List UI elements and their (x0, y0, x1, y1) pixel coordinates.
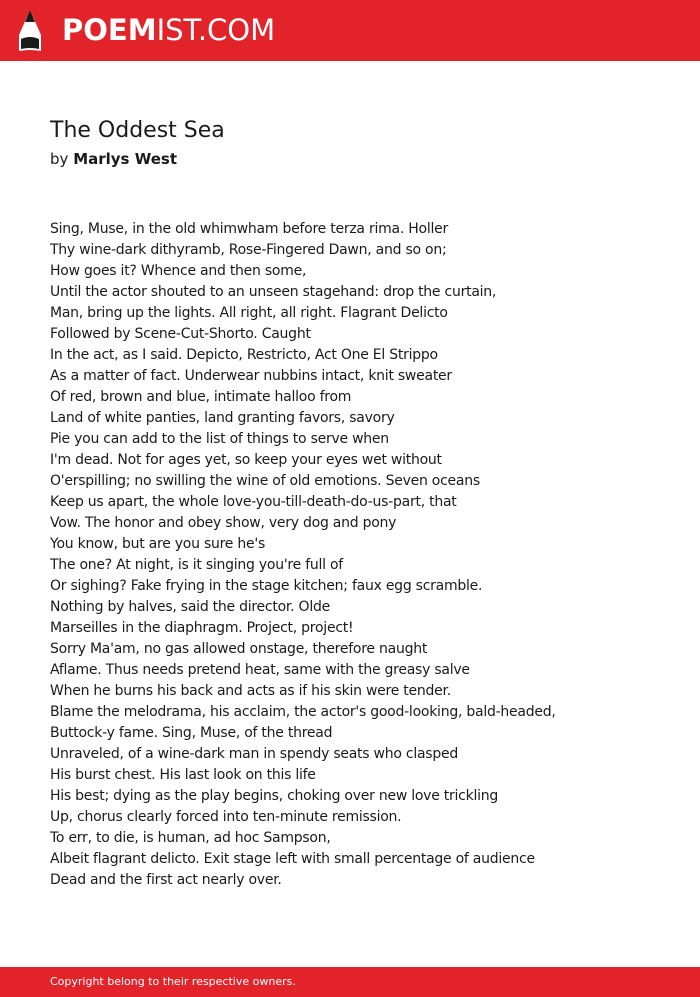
poem-line: Up, chorus clearly forced into ten-minute remission. (50, 809, 402, 825)
poem-line: Nothing by halves, said the director. Olde (50, 599, 330, 615)
poem-line: To err, to die, is human, ad hoc Sampson, (50, 830, 331, 846)
poem-line: Pie you can add to the list of things to serve when (50, 431, 389, 447)
poem-line: Unraveled, of a wine-dark man in spendy seats who clasped (50, 746, 458, 762)
poem-line: Or sighing? Fake frying in the stage kitchen; faux egg scramble. (50, 578, 483, 594)
poem-line: Dead and the first act nearly over. (50, 872, 282, 888)
poem-line: When he burns his back and acts as if his skin were tender. (50, 683, 451, 699)
poem-line: Sing, Muse, in the old whimwham before terza rima. Holler (50, 221, 448, 237)
logo-text-bold: POEM (62, 13, 157, 47)
by-label: by (50, 150, 69, 168)
poem-line: His burst chest. His last look on this life (50, 767, 316, 783)
site-logo[interactable] (62, 12, 275, 48)
poem-line: His best; dying as the play begins, choking over new love trickling (50, 788, 498, 804)
poem-line: Vow. The honor and obey show, very dog and pony (50, 515, 397, 531)
poem-line: Land of white panties, land granting favors, savory (50, 410, 395, 426)
poem-body (50, 219, 670, 891)
logo-text-light: IST.COM (156, 13, 276, 47)
poem-line: Blame the melodrama, his acclaim, the actor's good-looking, bald-headed, (50, 704, 556, 720)
poem-byline (50, 149, 177, 169)
author-name: Marlys West (73, 150, 177, 168)
poem-line: Followed by Scene-Cut-Shorto. Caught (50, 326, 311, 342)
poem-line: Albeit flagrant delicto. Exit stage left with small percentage of audience (50, 851, 535, 867)
poem-line: In the act, as I said. Depicto, Restricto, Act One El Strippo (50, 347, 438, 363)
poem-line: The one? At night, is it singing you're full of (50, 557, 343, 573)
poem-line: Aflame. Thus needs pretend heat, same with the greasy salve (50, 662, 470, 678)
poem-line: Of red, brown and blue, intimate halloo from (50, 389, 352, 405)
poem-title: The Oddest Sea (50, 118, 225, 143)
site-footer (0, 967, 700, 997)
poem-line: Until the actor shouted to an unseen stagehand: drop the curtain, (50, 284, 497, 300)
pencil-tip-icon[interactable] (17, 9, 43, 53)
poem-line: You know, but are you sure he's (50, 536, 265, 552)
site-header (0, 0, 700, 61)
copyright-notice: Copyright belong to their respective owners. (50, 975, 296, 988)
poem-line: I'm dead. Not for ages yet, so keep your eyes wet without (50, 452, 442, 468)
poem-line: Marseilles in the diaphragm. Project, project! (50, 620, 354, 636)
poem-line: Keep us apart, the whole love-you-till-death-do-us-part, that (50, 494, 457, 510)
poem-line: As a matter of fact. Underwear nubbins intact, knit sweater (50, 368, 452, 384)
poem-line: How goes it? Whence and then some, (50, 263, 307, 279)
poem-line: Sorry Ma'am, no gas allowed onstage, therefore naught (50, 641, 428, 657)
poem-line: O'erspilling; no swilling the wine of old emotions. Seven oceans (50, 473, 480, 489)
poem-line: Buttock-y fame. Sing, Muse, of the thread (50, 725, 333, 741)
poem-line: Thy wine-dark dithyramb, Rose-Fingered Dawn, and so on; (50, 242, 447, 258)
poem-line: Man, bring up the lights. All right, all right. Flagrant Delicto (50, 305, 448, 321)
